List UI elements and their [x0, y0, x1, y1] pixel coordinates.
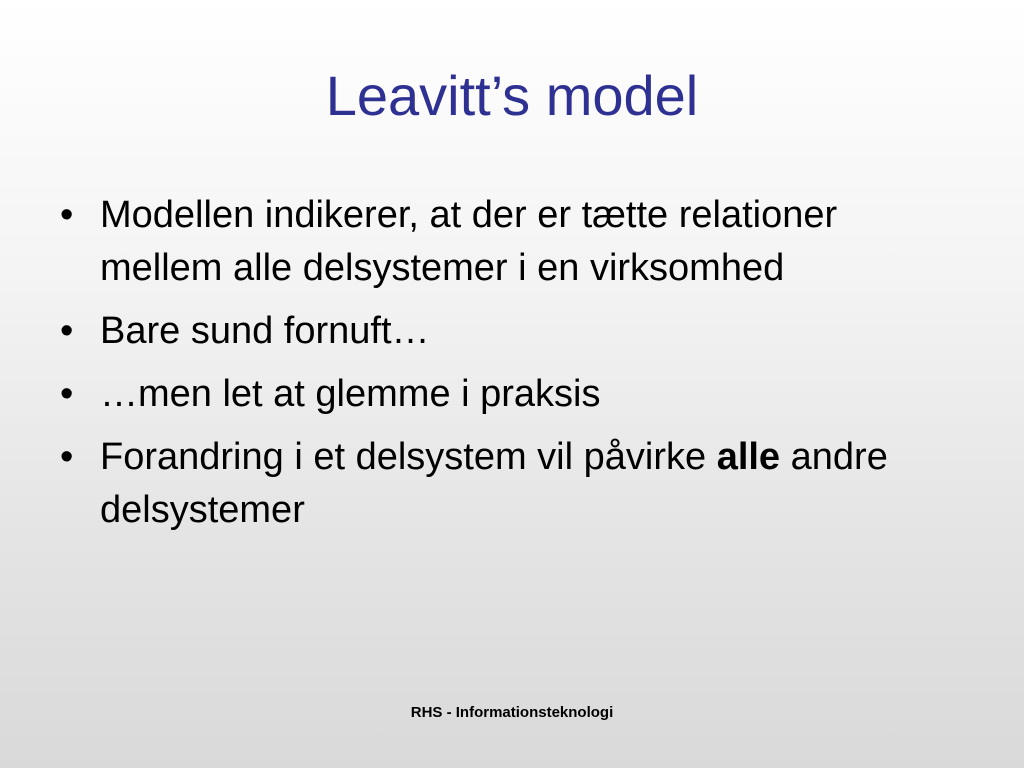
bullet-icon: •: [60, 373, 74, 415]
bullet-text: …men let at glemme i praksis: [100, 373, 601, 415]
bullet-text-after: andre delsystemer: [100, 436, 888, 531]
slide-footer: RHS - Informationsteknologi: [410, 704, 614, 721]
bullet-icon: •: [60, 194, 74, 236]
bullet-text-before: Forandring i et delsystem vil påvirke: [100, 436, 717, 478]
bullet-item: [54, 431, 934, 537]
bullet-item: [54, 368, 934, 421]
bullet-text: [100, 436, 888, 531]
slide-title: Leavitt’s model: [325, 64, 699, 127]
bullet-icon: •: [60, 310, 74, 352]
bullet-list: [54, 189, 934, 547]
bullet-text: Bare sund fornuft…: [100, 310, 430, 352]
bullet-item: [54, 305, 934, 358]
bullet-icon: •: [60, 436, 74, 478]
bullet-text-bold: alle: [716, 436, 781, 478]
bullet-text: Modellen indikerer, at der er tætte relationer mellem alle delsystemer i en virksomhed: [100, 194, 838, 289]
bullet-item: [54, 189, 934, 295]
